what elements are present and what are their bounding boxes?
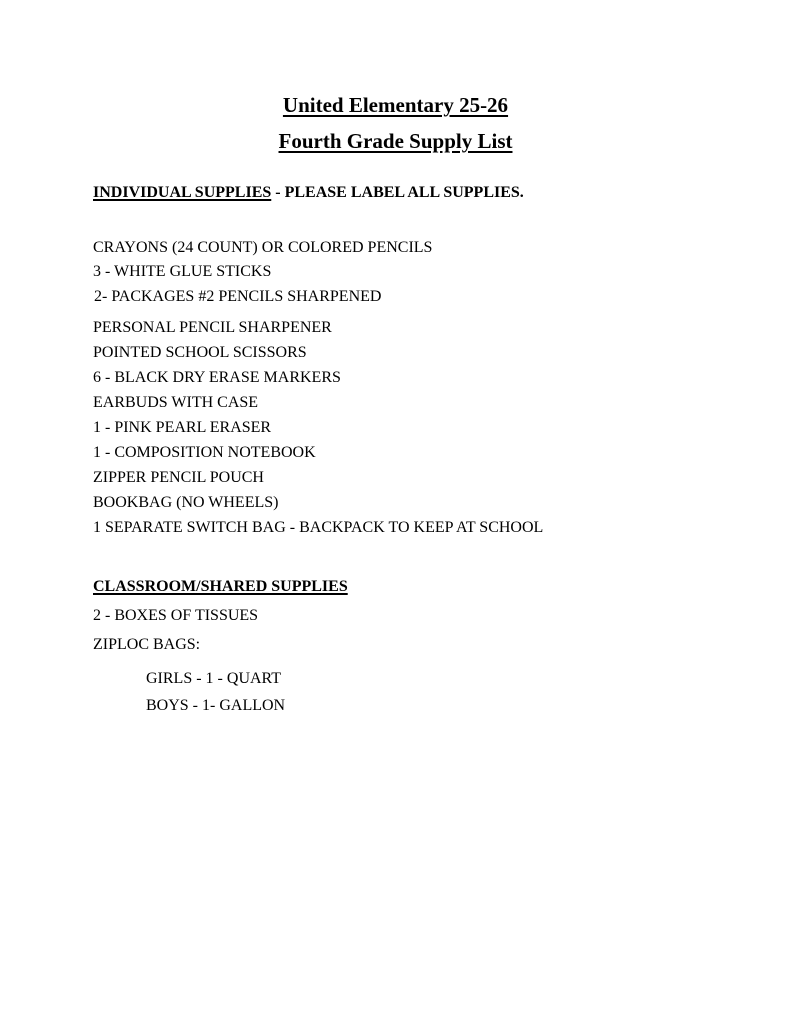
sub-list-item: BOYS - 1- GALLON bbox=[146, 697, 286, 714]
list-item: POINTED SCHOOL SCISSORS bbox=[93, 344, 307, 361]
list-item: 1 - PINK PEARL ERASER bbox=[93, 419, 272, 436]
page-subtitle: Fourth Grade Supply List bbox=[278, 129, 513, 153]
list-item: 3 - WHITE GLUE STICKS bbox=[93, 263, 272, 280]
list-item: 1 - COMPOSITION NOTEBOOK bbox=[93, 444, 316, 461]
list-item: PERSONAL PENCIL SHARPENER bbox=[93, 319, 332, 336]
list-item: BOOKBAG (NO WHEELS) bbox=[93, 494, 279, 511]
list-item: 2 - BOXES OF TISSUES bbox=[93, 607, 259, 624]
individual-supplies-heading bbox=[93, 185, 524, 201]
list-item: 6 - BLACK DRY ERASE MARKERS bbox=[93, 369, 341, 386]
sub-list-item: GIRLS - 1 - QUART bbox=[146, 670, 282, 687]
classroom-supplies-heading bbox=[93, 579, 348, 595]
list-item: ZIPPER PENCIL POUCH bbox=[93, 469, 264, 486]
list-item: EARBUDS WITH CASE bbox=[93, 394, 259, 411]
individual-supplies-note: - PLEASE LABEL ALL SUPPLIES. bbox=[271, 184, 524, 201]
classroom-supplies-heading-label: CLASSROOM/SHARED SUPPLIES bbox=[93, 578, 348, 595]
list-item: CRAYONS (24 COUNT) OR COLORED PENCILS bbox=[93, 239, 433, 256]
individual-supplies-heading-label: INDIVIDUAL SUPPLIES bbox=[93, 184, 272, 201]
page-title: United Elementary 25-26 bbox=[282, 93, 509, 117]
list-item: ZIPLOC BAGS: bbox=[93, 636, 201, 653]
list-item: 2- PACKAGES #2 PENCILS SHARPENED bbox=[94, 288, 382, 305]
list-item: 1 SEPARATE SWITCH BAG - BACKPACK TO KEEP AT SCHOOL bbox=[93, 519, 544, 536]
